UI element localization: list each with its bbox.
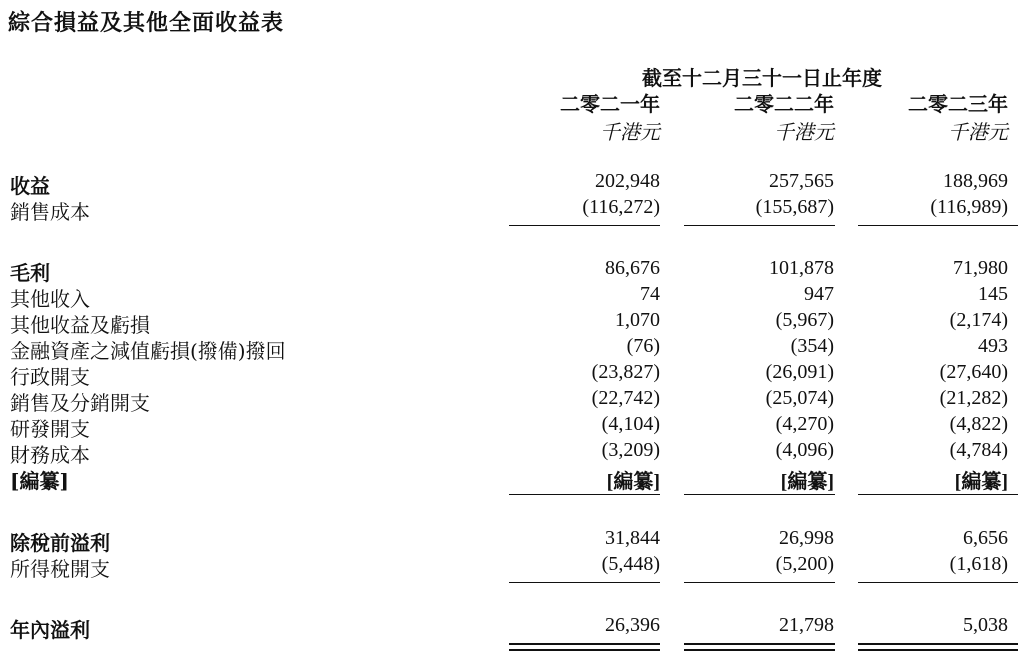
row-value-2023: 5,038: [963, 614, 1008, 636]
statement-row: [0, 335, 1021, 361]
row-value-2023: (1,618): [949, 553, 1008, 575]
row-value-2021: (5,448): [601, 553, 660, 575]
column-unit-2023: 千港元: [948, 120, 1008, 144]
statement-row: [0, 283, 1021, 309]
row-value-2021: (116,272): [582, 196, 660, 218]
row-label: [編纂]: [10, 469, 69, 493]
row-label: 年內溢利: [10, 618, 90, 642]
row-value-2022: (4,270): [775, 413, 834, 435]
row-value-2023: (27,640): [939, 361, 1008, 383]
subtotal-rule: [858, 225, 1018, 226]
row-value-2022: (4,096): [775, 439, 834, 461]
row-value-2021: 86,676: [605, 257, 660, 279]
row-value-2023: (4,784): [949, 439, 1008, 461]
statement-row: [0, 413, 1021, 439]
row-value-2021: (23,827): [591, 361, 660, 383]
row-value-2021: (76): [626, 335, 660, 357]
statement-row: [0, 170, 1021, 196]
row-value-2022: [編纂]: [780, 471, 834, 493]
statement-title: 綜合損益及其他全面收益表: [8, 10, 285, 36]
row-label: 銷售及分銷開支: [10, 391, 150, 415]
row-value-2022: 101,878: [769, 257, 834, 279]
column-unit-2022: 千港元: [774, 120, 834, 144]
row-value-2021: 202,948: [595, 170, 660, 192]
row-value-2022: (155,687): [755, 196, 834, 218]
row-label: 行政開支: [10, 365, 90, 389]
row-value-2023: 145: [978, 283, 1008, 305]
row-value-2022: 21,798: [779, 614, 834, 636]
row-value-2022: (5,200): [775, 553, 834, 575]
row-label: 毛利: [10, 261, 50, 285]
statement-row: [0, 553, 1021, 579]
row-value-2021: 26,396: [605, 614, 660, 636]
row-label: 其他收益及虧損: [10, 313, 150, 337]
row-label: 其他收入: [10, 287, 90, 311]
row-value-2023: (116,989): [930, 196, 1008, 218]
subtotal-rule: [509, 582, 660, 583]
row-value-2021: (3,209): [601, 439, 660, 461]
statement-row: [0, 465, 1021, 491]
row-value-2023: (4,822): [949, 413, 1008, 435]
statement-row: [0, 527, 1021, 553]
row-value-2022: (25,074): [765, 387, 834, 409]
subtotal-rule: [684, 582, 835, 583]
row-value-2021: (22,742): [591, 387, 660, 409]
subtotal-rule: [509, 494, 660, 495]
row-label: 財務成本: [10, 443, 90, 467]
statement-row: [0, 439, 1021, 465]
row-label: 銷售成本: [10, 200, 90, 224]
total-double-rule: [858, 643, 1018, 651]
row-value-2021: 31,844: [605, 527, 660, 549]
row-value-2023: 188,969: [943, 170, 1008, 192]
period-heading: 截至十二月三十一日止年度: [642, 66, 882, 90]
row-value-2022: (5,967): [775, 309, 834, 331]
column-year-2021: 二零二一年: [560, 92, 660, 116]
row-value-2022: 26,998: [779, 527, 834, 549]
statement-row: [0, 614, 1021, 640]
row-value-2023: 6,656: [963, 527, 1008, 549]
subtotal-rule: [509, 225, 660, 226]
row-label: 除稅前溢利: [10, 531, 110, 555]
row-value-2023: 493: [978, 335, 1008, 357]
row-value-2023: (21,282): [939, 387, 1008, 409]
row-label: 收益: [10, 174, 50, 198]
row-value-2023: 71,980: [953, 257, 1008, 279]
statement-row: [0, 257, 1021, 283]
row-value-2022: (354): [790, 335, 834, 357]
row-label: 金融資產之減值虧損(撥備)撥回: [10, 339, 286, 363]
total-double-rule: [509, 643, 660, 651]
row-value-2021: 1,070: [615, 309, 660, 331]
column-year-2023: 二零二三年: [908, 92, 1008, 116]
row-value-2023: (2,174): [949, 309, 1008, 331]
subtotal-rule: [858, 582, 1018, 583]
statement-row: [0, 361, 1021, 387]
column-year-2022: 二零二二年: [734, 92, 834, 116]
statement-row: [0, 309, 1021, 335]
row-value-2022: (26,091): [765, 361, 834, 383]
row-value-2021: 74: [640, 283, 660, 305]
subtotal-rule: [858, 494, 1018, 495]
statement-row: [0, 387, 1021, 413]
subtotal-rule: [684, 225, 835, 226]
row-label: 研發開支: [10, 417, 90, 441]
row-value-2021: [編纂]: [606, 471, 660, 493]
column-unit-2021: 千港元: [600, 120, 660, 144]
statement-row: [0, 196, 1021, 222]
row-value-2023: [編纂]: [954, 471, 1008, 493]
row-value-2022: 257,565: [769, 170, 834, 192]
subtotal-rule: [684, 494, 835, 495]
row-label: 所得稅開支: [10, 557, 110, 581]
row-value-2022: 947: [804, 283, 834, 305]
row-value-2021: (4,104): [601, 413, 660, 435]
total-double-rule: [684, 643, 835, 651]
